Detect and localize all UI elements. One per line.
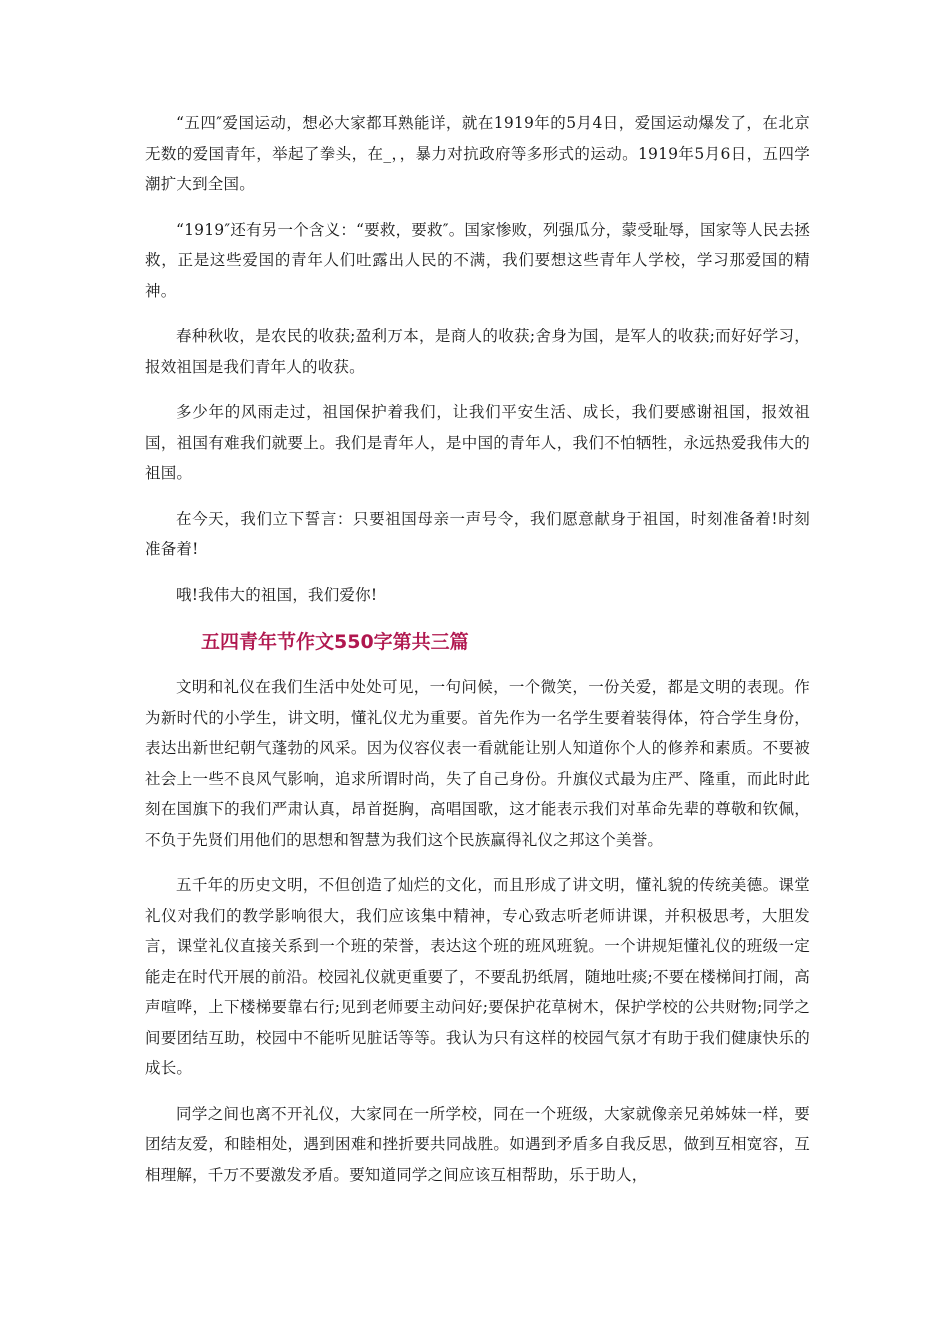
paragraph: 在今天，我们立下誓言：只要祖国母亲一声号令，我们愿意献身于祖国，时刻准备着!时刻准备着! [145, 509, 810, 558]
paragraph: 同学之间也离不开礼仪，大家同在一所学校，同在一个班级，大家就像亲兄弟姊妹一样，要团结友爱，和睦相处，遇到困难和挫折要共同战胜。如遇到矛盾多自我反思，做到互相宽容，互相理解，千万不要激发矛盾。要知道同学之间应该互相帮助，乐于助人， [145, 1104, 810, 1184]
paragraph: “1919″还有另一个含义：“要救，要救″。国家惨败，列强瓜分，蒙受耻辱，国家等人民去拯救，正是这些爱国的青年人们吐露出人民的不满，我们要想这些青年人学校，学习那爱国的精神。 [145, 220, 810, 300]
paragraph: 文明和礼仪在我们生活中处处可见，一句问候，一个微笑，一份关爱，都是文明的表现。作为新时代的小学生，讲文明，懂礼仪尤为重要。首先作为一名学生要着装得体，符合学生身份，表达出新世纪朝气蓬勃的风采。因为仪容仪表一看就能让别人知道你个人的修养和素质。不要被社会上一些不良风气影响，追求所谓时尚，失了自己身份。升旗仪式最为庄严、隆重，而此时此刻在国旗下的我们严肃认真，昂首挺胸，高唱国歌，这才能表示我们对革命先辈的尊敬和钦佩，不负于先贤们用他们的思想和智慧为我们这个民族赢得礼仪之邦这个美誉。 [145, 678, 810, 849]
paragraph: 五千年的历史文明，不但创造了灿烂的文化，而且形成了讲文明，懂礼貌的传统美德。课堂礼仪对我们的教学影响很大，我们应该集中精神，专心致志听老师讲课，并积极思考，大胆发言，课堂礼仪直接关系到一个班的荣誉，表达这个班的班风班貌。一个讲规矩懂礼仪的班级一定能走在时代开展的前沿。校园礼仪就更重要了，不要乱扔纸屑，随地吐痰;不要在楼梯间打闹，高声喧哗，上下楼梯要靠右行;见到老师要主动问好;要保护花草树木，保护学校的公共财物;同学之间要团结互助，校园中不能听见脏话等等。我认为只有这样的校园气氛才有助于我们健康快乐的成长。 [145, 876, 810, 1077]
document-page [145, 108, 810, 1205]
paragraph: “五四″爱国运动，想必大家都耳熟能详，就在1919年的5月4日，爱国运动爆发了，在北京无数的爱国青年，举起了拳头，在_，，暴力对抗政府等多形式的运动。1919年5月6日，五四学潮扩大到全国。 [145, 114, 810, 193]
section-heading: 五四青年节作文550字第共三篇 [201, 631, 469, 653]
paragraph: 哦!我伟大的祖国，我们爱你! [176, 585, 378, 604]
paragraph: 春种秋收，是农民的收获;盈利万本，是商人的收获;舍身为国，是军人的收获;而好好学习，报效祖国是我们青年人的收获。 [145, 327, 810, 376]
paragraph: 多少年的风雨走过，祖国保护着我们，让我们平安生活、成长，我们要感谢祖国，报效祖国，祖国有难我们就要上。我们是青年人，是中国的青年人，我们不怕牺牲，永远热爱我伟大的祖国。 [145, 403, 810, 482]
